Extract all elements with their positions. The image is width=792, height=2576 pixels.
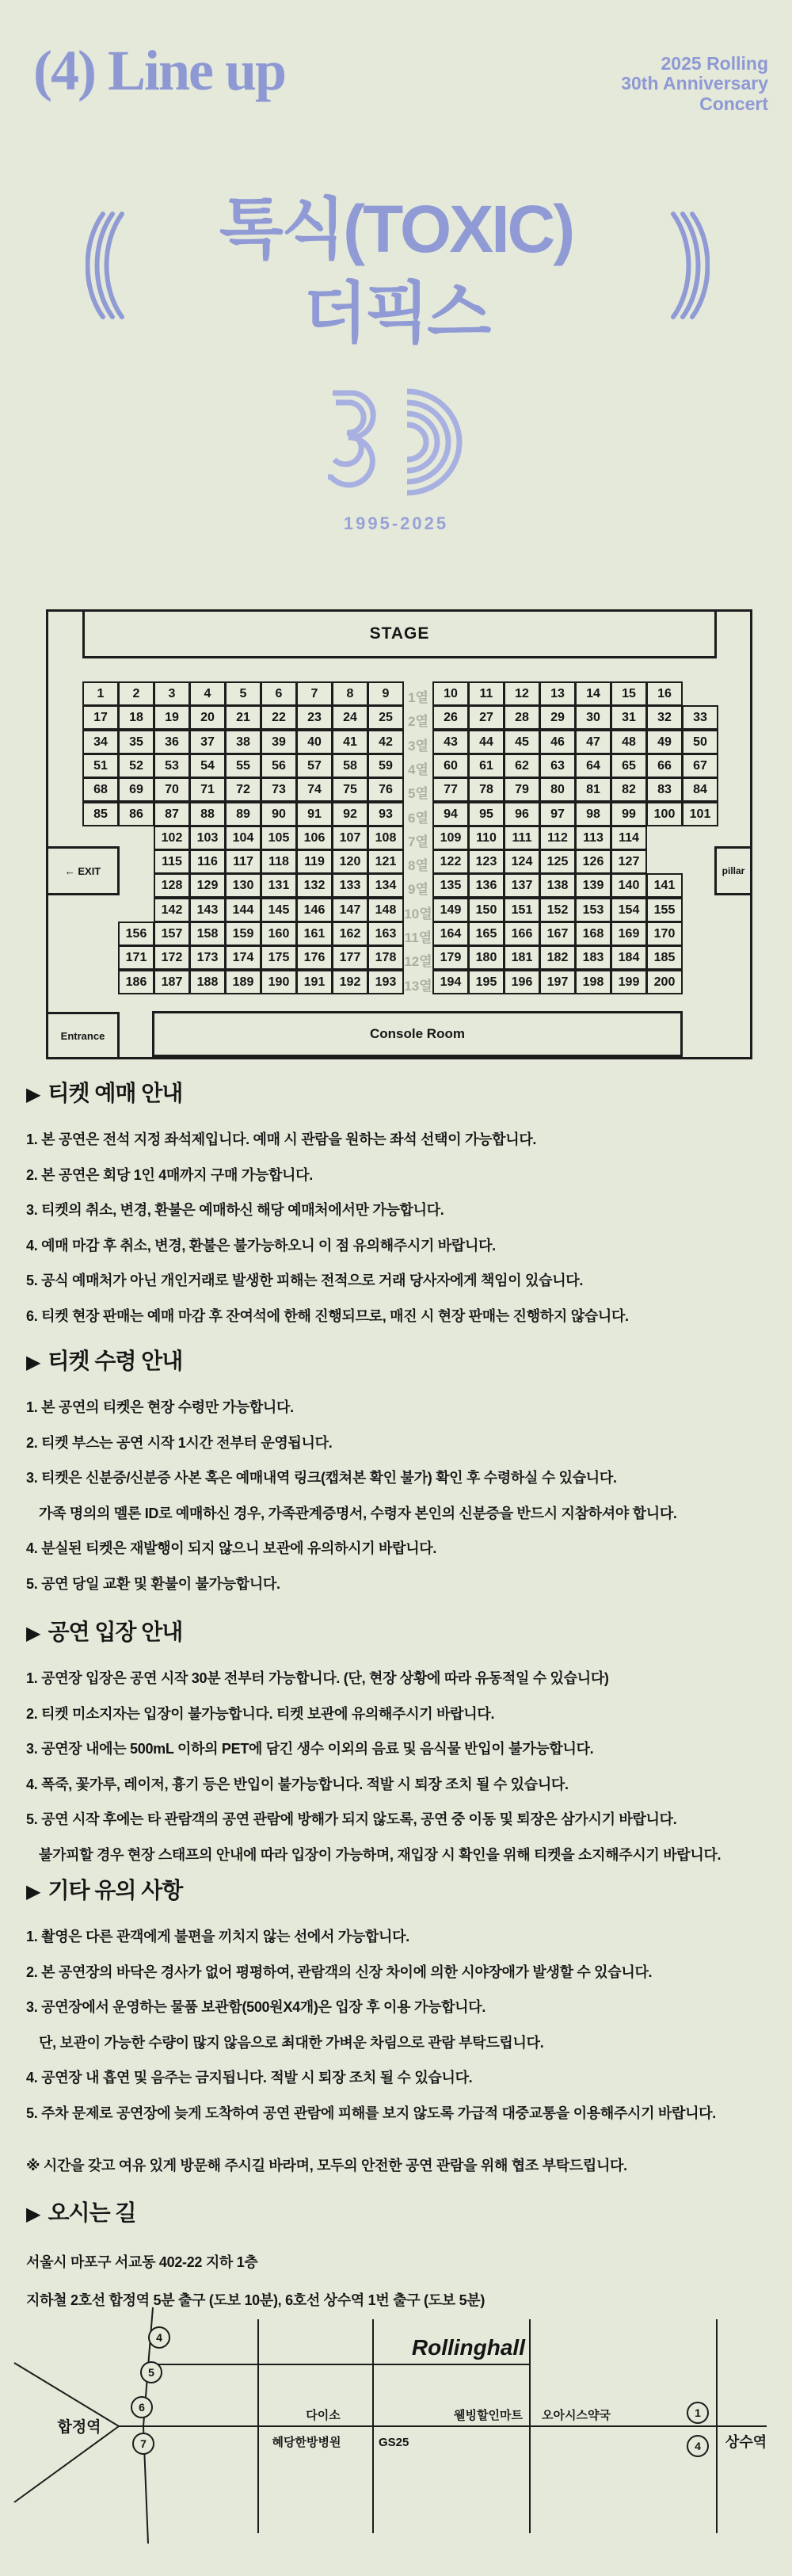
notice-item: 단, 보관이 가능한 수량이 많지 않음으로 최대한 가벼운 차림으로 관람 부탁드립니다. (39, 2034, 544, 2051)
seat-53: 53 (154, 754, 190, 778)
seat-16: 16 (646, 681, 683, 706)
seat-126: 126 (575, 849, 611, 874)
seat-77: 77 (432, 777, 469, 802)
seat-54: 54 (189, 754, 226, 778)
street-line (14, 2363, 119, 2426)
sangsu-exit-4-number: 4 (695, 2440, 701, 2452)
seat-33: 33 (682, 705, 718, 730)
seat-153: 153 (575, 898, 611, 922)
seat-159: 159 (225, 922, 261, 946)
seat-192: 192 (332, 970, 368, 994)
seat-135: 135 (432, 873, 469, 898)
seat-195: 195 (468, 970, 505, 994)
seat-176: 176 (296, 945, 333, 970)
seat-62: 62 (504, 754, 540, 778)
notice-item: 불가피할 경우 현장 스태프의 안내에 따라 입장이 가능하며, 재입장 시 확인을 위해 티켓을 소지해주시기 바랍니다. (39, 1846, 722, 1863)
section-entry-guide (26, 1615, 771, 1883)
seat-18: 18 (118, 705, 154, 730)
exit-box: ← EXIT (46, 846, 120, 895)
seat-52: 52 (118, 754, 154, 778)
seat-182: 182 (539, 945, 576, 970)
section-other-notes (26, 1873, 771, 2175)
row-label-11: 11열 (404, 930, 432, 945)
seat-88: 88 (189, 802, 226, 826)
seat-164: 164 (432, 922, 469, 946)
seat-42: 42 (367, 730, 404, 754)
seat-28: 28 (504, 705, 540, 730)
row-label-1: 1열 (408, 690, 428, 705)
seat-71: 71 (189, 777, 226, 802)
seat-132: 132 (296, 873, 333, 898)
seat-122: 122 (432, 849, 469, 874)
seat-61: 61 (468, 754, 505, 778)
anniversary-years: 1995-2025 (343, 513, 449, 533)
seat-46: 46 (539, 730, 576, 754)
seat-136: 136 (468, 873, 505, 898)
seat-189: 189 (225, 970, 261, 994)
triangle-marker-icon: ▶ (26, 1881, 40, 1902)
hapjeong-exit-5-number: 5 (148, 2366, 154, 2379)
seat-108: 108 (367, 826, 404, 850)
seat-198: 198 (575, 970, 611, 994)
seat-81: 81 (575, 777, 611, 802)
section-heading: ▶ 티켓 예매 안내 (26, 1081, 183, 1105)
seat-9: 9 (367, 681, 404, 706)
row-label-7: 7열 (408, 834, 428, 849)
section-heading: ▶ 공연 입장 안내 (26, 1620, 183, 1644)
seat-190: 190 (261, 970, 297, 994)
seat-130: 130 (225, 873, 261, 898)
seat-173: 173 (189, 945, 226, 970)
seat-30: 30 (575, 705, 611, 730)
seat-60: 60 (432, 754, 469, 778)
seat-43: 43 (432, 730, 469, 754)
triangle-marker-icon: ▶ (26, 1623, 40, 1644)
seat-14: 14 (575, 681, 611, 706)
row-label-4: 4열 (408, 762, 428, 777)
row-label-9: 9열 (408, 882, 428, 897)
seat-68: 68 (82, 777, 119, 802)
seat-187: 187 (154, 970, 190, 994)
rollinghall-label: Rollinghall (411, 2335, 525, 2360)
seat-92: 92 (332, 802, 368, 826)
event-title-line3: Concert (699, 93, 768, 114)
hapjeong-exit-4-number: 4 (156, 2331, 162, 2344)
seat-114: 114 (611, 826, 647, 850)
hapjeong-station-label: 합정역 (57, 2419, 101, 2436)
daiso-label: 다이소 (306, 2409, 341, 2422)
seat-73: 73 (261, 777, 297, 802)
seat-22: 22 (261, 705, 297, 730)
seat-118: 118 (261, 849, 297, 874)
section-items (26, 1132, 771, 1326)
seat-178: 178 (367, 945, 404, 970)
seat-17: 17 (82, 705, 119, 730)
seat-199: 199 (611, 970, 647, 994)
event-title (621, 54, 768, 114)
seat-11: 11 (468, 681, 505, 706)
seat-110: 110 (468, 826, 505, 850)
seat-143: 143 (189, 898, 226, 922)
seat-101: 101 (682, 802, 718, 826)
notice-item: 1. 본 공연의 티켓은 현장 수령만 가능합니다. (26, 1399, 294, 1415)
seat-100: 100 (646, 802, 683, 826)
seat-95: 95 (468, 802, 505, 826)
seat-56: 56 (261, 754, 297, 778)
street-line (14, 2426, 119, 2502)
venue-address: 서울시 마포구 서교동 402-22 지하 1층 (26, 2254, 258, 2270)
seat-171: 171 (118, 945, 154, 970)
seat-66: 66 (646, 754, 683, 778)
seat-12: 12 (504, 681, 540, 706)
seat-39: 39 (261, 730, 297, 754)
seat-131: 131 (261, 873, 297, 898)
seat-161: 161 (296, 922, 333, 946)
seat-98: 98 (575, 802, 611, 826)
seat-37: 37 (189, 730, 226, 754)
seat-160: 160 (261, 922, 297, 946)
row-label-2: 2열 (408, 714, 428, 729)
seat-21: 21 (225, 705, 261, 730)
section-heading: ▶ 티켓 수령 안내 (26, 1349, 183, 1373)
triangle-marker-icon: ▶ (26, 1352, 40, 1373)
seat-139: 139 (575, 873, 611, 898)
seat-32: 32 (646, 705, 683, 730)
row-label-5: 5열 (408, 786, 428, 801)
seat-183: 183 (575, 945, 611, 970)
seat-map (46, 609, 752, 1059)
seat-10: 10 (432, 681, 469, 706)
seat-58: 58 (332, 754, 368, 778)
notice-item: 3. 티켓의 취소, 변경, 환불은 예매하신 해당 예매처에서만 가능합니다. (26, 1202, 444, 1219)
seat-104: 104 (225, 826, 261, 850)
seat-41: 41 (332, 730, 368, 754)
seat-123: 123 (468, 849, 505, 874)
event-title-line2: 30th Anniversary (621, 73, 768, 94)
seat-125: 125 (539, 849, 576, 874)
seat-34: 34 (82, 730, 119, 754)
section-items (26, 1399, 771, 1593)
seat-69: 69 (118, 777, 154, 802)
artist-title-line2: 더픽스 (303, 276, 489, 350)
seat-5: 5 (225, 681, 261, 706)
seat-63: 63 (539, 754, 576, 778)
left-arcs-ornament-icon (86, 208, 130, 323)
seat-150: 150 (468, 898, 505, 922)
seat-180: 180 (468, 945, 505, 970)
seat-64: 64 (575, 754, 611, 778)
safety-note: ※ 시간을 갖고 여유 있게 방문해 주시길 바라며, 모두의 안전한 공연 관람을 위해 협조 부탁드립니다. (26, 2157, 627, 2173)
transit-info: 지하철 2호선 합정역 5분 출구 (도보 10분), 6호선 상수역 1번 출구 (도보 5분) (26, 2292, 485, 2308)
notice-item: 4. 폭죽, 꽃가루, 레이저, 흉기 등은 반입이 불가능합니다. 적발 시 퇴장 조치 될 수 있습니다. (26, 1776, 569, 1792)
seat-115: 115 (154, 849, 190, 874)
seat-188: 188 (189, 970, 226, 994)
wellbeing-mart-label: 웰빙할인마트 (454, 2409, 523, 2422)
seat-148: 148 (367, 898, 404, 922)
seat-117: 117 (225, 849, 261, 874)
seat-97: 97 (539, 802, 576, 826)
notice-item: 6. 티켓 현장 판매는 예매 마감 후 잔여석에 한해 진행되므로, 매진 시 현장 판매는 진행하지 않습니다. (26, 1307, 629, 1324)
seat-129: 129 (189, 873, 226, 898)
notice-item: 5. 공연 당일 교환 및 환불이 불가능합니다. (26, 1575, 280, 1592)
seat-149: 149 (432, 898, 469, 922)
notice-item: 2. 티켓 부스는 공연 시작 1시간 전부터 운영됩니다. (26, 1434, 333, 1451)
triangle-marker-icon: ▶ (26, 1084, 40, 1105)
event-title-line1: 2025 Rolling (661, 53, 768, 74)
stage-box: STAGE (82, 609, 717, 658)
notice-item: 1. 공연장 입장은 공연 시작 30분 전부터 가능합니다. (단, 현장 상황에 따라 유동적일 수 있습니다) (26, 1670, 609, 1686)
seat-47: 47 (575, 730, 611, 754)
seat-15: 15 (611, 681, 647, 706)
seat-24: 24 (332, 705, 368, 730)
seat-197: 197 (539, 970, 576, 994)
notice-item: 2. 본 공연은 회당 1인 4매까지 구매 가능합니다. (26, 1166, 313, 1183)
section-items (26, 1670, 771, 1864)
artist-title-line1: 톡식(TOXIC) (219, 192, 573, 266)
seat-179: 179 (432, 945, 469, 970)
seat-152: 152 (539, 898, 576, 922)
seat-145: 145 (261, 898, 297, 922)
seat-27: 27 (468, 705, 505, 730)
seat-59: 59 (367, 754, 404, 778)
notice-item: 3. 티켓은 신분증/신분증 사본 혹은 예매내역 링크(캡쳐본 확인 불가) 확인 후 수령하실 수 있습니다. (26, 1470, 617, 1486)
seat-163: 163 (367, 922, 404, 946)
seat-55: 55 (225, 754, 261, 778)
seat-162: 162 (332, 922, 368, 946)
seat-70: 70 (154, 777, 190, 802)
seat-147: 147 (332, 898, 368, 922)
seat-83: 83 (646, 777, 683, 802)
notice-item: 1. 촬영은 다른 관객에게 불편을 끼치지 않는 선에서 가능합니다. (26, 1929, 409, 1944)
seat-119: 119 (296, 849, 333, 874)
seat-50: 50 (682, 730, 718, 754)
seat-72: 72 (225, 777, 261, 802)
triangle-marker-icon: ▶ (26, 2204, 40, 2225)
seat-170: 170 (646, 922, 683, 946)
seat-194: 194 (432, 970, 469, 994)
oasis-pharmacy-label: 오아시스약국 (542, 2409, 611, 2422)
seat-140: 140 (611, 873, 647, 898)
section-heading: ▶ 오시는 길 (26, 2200, 136, 2225)
seat-142: 142 (154, 898, 190, 922)
seat-48: 48 (611, 730, 647, 754)
seat-177: 177 (332, 945, 368, 970)
seat-94: 94 (432, 802, 469, 826)
notice-item: 3. 공연장 내에는 500mL 이하의 PET에 담긴 생수 이외의 음료 및 음식물 반입이 불가능합니다. (26, 1741, 594, 1757)
row-label-3: 3열 (408, 738, 428, 754)
notice-item: 2. 본 공연장의 바닥은 경사가 없어 평평하여, 관람객의 신장 차이에 의한 시야장애가 발생할 수 있습니다. (26, 1963, 653, 1980)
seat-4: 4 (189, 681, 226, 706)
notice-item: 4. 예매 마감 후 취소, 변경, 환불은 불가능하오니 이 점 유의해주시기 바랍니다. (26, 1237, 496, 1254)
seat-23: 23 (296, 705, 333, 730)
seat-84: 84 (682, 777, 718, 802)
seat-86: 86 (118, 802, 154, 826)
row-label-10: 10열 (404, 906, 432, 922)
pillar-box: pillar (714, 846, 752, 895)
row-label-6: 6열 (408, 811, 428, 826)
seat-106: 106 (296, 826, 333, 850)
right-arcs-ornament-icon (665, 208, 710, 323)
notice-item: 가족 명의의 멜론 ID로 예매하신 경우, 가족관계증명서, 수령자 본인의 신분증을 반드시 지참하셔야 합니다. (39, 1505, 677, 1521)
anniversary-30-logo (309, 379, 483, 506)
seat-112: 112 (539, 826, 576, 850)
seat-19: 19 (154, 705, 190, 730)
seat-76: 76 (367, 777, 404, 802)
seat-155: 155 (646, 898, 683, 922)
seat-2: 2 (118, 681, 154, 706)
notice-item: 2. 티켓 미소지자는 입장이 불가능합니다. 티켓 보관에 유의해주시기 바랍니다. (26, 1705, 495, 1722)
seat-36: 36 (154, 730, 190, 754)
section-items (26, 1929, 771, 2123)
notice-item: 5. 공연 시작 후에는 타 관람객의 공연 관람에 방해가 되지 않도록, 공연 중 이동 및 퇴장은 삼가시기 바랍니다. (26, 1811, 677, 1828)
seat-175: 175 (261, 945, 297, 970)
hyedang-hospital-label: 혜당한방병원 (272, 2436, 341, 2449)
seat-124: 124 (504, 849, 540, 874)
seat-57: 57 (296, 754, 333, 778)
row-label-12: 12열 (404, 954, 432, 969)
seat-165: 165 (468, 922, 505, 946)
seat-102: 102 (154, 826, 190, 850)
seat-1: 1 (82, 681, 119, 706)
seat-144: 144 (225, 898, 261, 922)
seat-167: 167 (539, 922, 576, 946)
seat-127: 127 (611, 849, 647, 874)
notice-item: 4. 공연장 내 흡연 및 음주는 금지됩니다. 적발 시 퇴장 조치 될 수 있습니다. (26, 2070, 473, 2086)
seat-105: 105 (261, 826, 297, 850)
seat-31: 31 (611, 705, 647, 730)
seat-67: 67 (682, 754, 718, 778)
seat-200: 200 (646, 970, 683, 994)
notice-item: 4. 분실된 티켓은 재발행이 되지 않으니 보관에 유의하시기 바랍니다. (26, 1540, 437, 1557)
seat-185: 185 (646, 945, 683, 970)
hapjeong-exit-6-number: 6 (139, 2401, 145, 2414)
seat-85: 85 (82, 802, 119, 826)
seat-166: 166 (504, 922, 540, 946)
seat-93: 93 (367, 802, 404, 826)
seat-193: 193 (367, 970, 404, 994)
seat-40: 40 (296, 730, 333, 754)
seat-181: 181 (504, 945, 540, 970)
location-map (0, 2294, 792, 2576)
notice-item: 3. 공연장에서 운영하는 물품 보관함(500원X4개)은 입장 후 이용 가능합니다. (26, 1999, 486, 2016)
seat-91: 91 (296, 802, 333, 826)
section-ticket-booking (26, 1076, 771, 1344)
seat-90: 90 (261, 802, 297, 826)
seat-26: 26 (432, 705, 469, 730)
seat-89: 89 (225, 802, 261, 826)
seat-74: 74 (296, 777, 333, 802)
seat-141: 141 (646, 873, 683, 898)
seat-103: 103 (189, 826, 226, 850)
section-heading: ▶ 기타 유의 사항 (26, 1878, 183, 1902)
seat-146: 146 (296, 898, 333, 922)
seat-87: 87 (154, 802, 190, 826)
row-label-13: 13열 (404, 979, 432, 994)
seat-45: 45 (504, 730, 540, 754)
seat-107: 107 (332, 826, 368, 850)
seat-3: 3 (154, 681, 190, 706)
seat-80: 80 (539, 777, 576, 802)
seat-174: 174 (225, 945, 261, 970)
lineup-logo: (4) Line up (33, 39, 286, 102)
section-ticket-pickup (26, 1344, 771, 1612)
seat-113: 113 (575, 826, 611, 850)
seat-29: 29 (539, 705, 576, 730)
seat-35: 35 (118, 730, 154, 754)
seat-156: 156 (118, 922, 154, 946)
seat-169: 169 (611, 922, 647, 946)
seat-6: 6 (261, 681, 297, 706)
seat-65: 65 (611, 754, 647, 778)
gs25-label: GS25 (379, 2436, 409, 2449)
seat-75: 75 (332, 777, 368, 802)
seat-99: 99 (611, 802, 647, 826)
seat-128: 128 (154, 873, 190, 898)
seat-196: 196 (504, 970, 540, 994)
seat-49: 49 (646, 730, 683, 754)
seat-184: 184 (611, 945, 647, 970)
seat-134: 134 (367, 873, 404, 898)
seat-137: 137 (504, 873, 540, 898)
console-room-box: Console Room (152, 1011, 683, 1057)
seat-82: 82 (611, 777, 647, 802)
row-label-8: 8열 (408, 858, 428, 873)
seat-79: 79 (504, 777, 540, 802)
seat-172: 172 (154, 945, 190, 970)
seat-44: 44 (468, 730, 505, 754)
seat-151: 151 (504, 898, 540, 922)
seat-157: 157 (154, 922, 190, 946)
seat-13: 13 (539, 681, 576, 706)
seat-8: 8 (332, 681, 368, 706)
seat-38: 38 (225, 730, 261, 754)
hapjeong-exit-7-number: 7 (140, 2437, 147, 2450)
seat-116: 116 (189, 849, 226, 874)
seat-25: 25 (367, 705, 404, 730)
entrance-box: Entrance (46, 1012, 120, 1059)
sangsu-exit-1-number: 1 (695, 2406, 701, 2419)
seat-138: 138 (539, 873, 576, 898)
seat-96: 96 (504, 802, 540, 826)
seat-186: 186 (118, 970, 154, 994)
seat-133: 133 (332, 873, 368, 898)
seat-78: 78 (468, 777, 505, 802)
seat-120: 120 (332, 849, 368, 874)
seat-109: 109 (432, 826, 469, 850)
seat-20: 20 (189, 705, 226, 730)
seat-191: 191 (296, 970, 333, 994)
notice-item: 5. 공식 예매처가 아닌 개인거래로 발생한 피해는 전적으로 거래 당사자에게 책임이 있습니다. (26, 1273, 584, 1289)
sangsu-station-label: 상수역 (725, 2434, 767, 2450)
seat-7: 7 (296, 681, 333, 706)
seat-154: 154 (611, 898, 647, 922)
notice-item: 5. 주차 문제로 공연장에 늦게 도착하여 공연 관람에 피해를 보지 않도록 가급적 대중교통을 이용해주시기 바랍니다. (26, 2105, 716, 2121)
seat-158: 158 (189, 922, 226, 946)
notice-item: 1. 본 공연은 전석 지정 좌석제입니다. 예매 시 관람을 원하는 좌석 선택이 가능합니다. (26, 1132, 537, 1147)
seat-121: 121 (367, 849, 404, 874)
seat-111: 111 (504, 826, 540, 850)
seat-51: 51 (82, 754, 119, 778)
seat-168: 168 (575, 922, 611, 946)
